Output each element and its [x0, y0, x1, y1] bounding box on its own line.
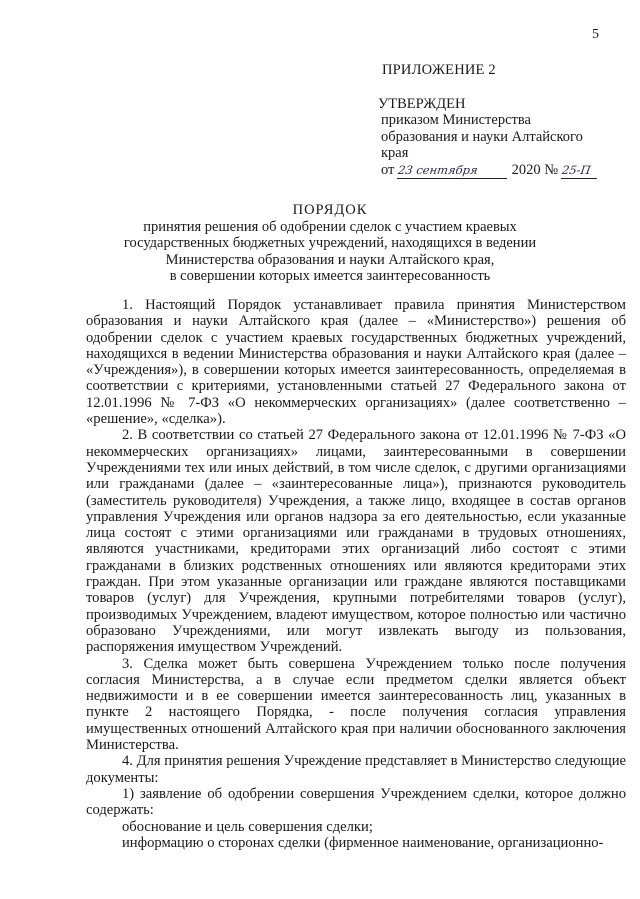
date-prefix: от [381, 161, 395, 178]
appendix-label: ПРИЛОЖЕНИЕ 2 [382, 62, 496, 78]
approval-date-line [378, 162, 628, 179]
title-main: ПОРЯДОК [292, 202, 368, 218]
paragraph-4-1-a: обоснование и цель совершения сделки; [122, 818, 373, 835]
handwritten-number: 25-П [561, 162, 599, 179]
paragraph-4: 4. Для принятия решения Учреждение представляет в Министерство следующие документы: [86, 753, 626, 786]
title-sub-line: государственных бюджетных учреждений, находящихся в ведении [123, 235, 537, 251]
title-sub-line: принятия решения об одобрении сделок с участием краевых [143, 218, 517, 235]
approval-line-2: образования и науки Алтайского [381, 128, 583, 145]
paragraph-4-1-b: информацию о сторонах сделки (фирменное наименование, организационно- [122, 834, 604, 851]
page-number: 5 [592, 27, 599, 42]
paragraph-2: 2. В соответствии со статьей 27 Федерального закона от 12.01.1996 № 7-ФЗ «О некоммерческих организациях» лицами, заинтересованными в совершении Учреждениями тех или иных действий, в том числе сделок, с другими организациями или гражданами (далее – «заинтересованные лица»), признаются руководитель (заместитель руководителя) Учреждения, а также лицо, входящее в состав органов управления Учреждения или органов надзора за его деятельностью, если указанные лица состоят с этими организациями или гражданами в трудовых отношениях, являются участниками, кредиторами этих организаций либо состоят с этими гражданами в близких родственных отношениях или являются кредиторами этих граждан. При этом указанные организации или граждане являются поставщиками товаров (услуг) для Учреждения, крупными потребителями товаров (услуг), производимых Учреждением, владеют имуществом, которое полностью или частично образовано Учреждениями, или могут извлекать выгоду из пользования, распоряжения имуществом Учреждений. [86, 427, 626, 656]
paragraph-1: 1. Настоящий Порядок устанавливает правила принятия Министерством образования и науки Алтайского края (далее – «Министерство») решения об одобрении сделок с участием краевых государственных бюджетных учреждений, находящихся в ведении Министерства образования и науки Алтайского края (далее – «Учреждения»), в совершении которых имеется заинтересованность, определяемая в соответствии с критериями, установленными статьей 27 Федерального закона от 12.01.1996 № 7-ФЗ «О некоммерческих организациях» (далее соответственно – «решение», «сделка»). [86, 297, 626, 428]
year-number-label: 2020 № [511, 161, 559, 178]
document-title [80, 202, 580, 285]
approval-line-3: края [381, 145, 409, 162]
approval-line-1: приказом Министерства [381, 112, 531, 129]
document-body [86, 297, 626, 851]
handwritten-date: 23 сентября [397, 162, 509, 179]
title-sub-line: Министерства образования и науки Алтайского края, [165, 251, 495, 268]
paragraph-3: 3. Сделка может быть совершена Учреждением только после получения согласия Министерства, а в случае если предметом сделки является объект недвижимости и в ее совершении имеется заинтересованность лиц, указанных в пункте 2 настоящего Порядка, - после получения согласия управления имущественных отношений Алтайского края при наличии обоснованного заключения Министерства. [86, 655, 626, 754]
title-sub-line: в совершении которых имеется заинтересованность [169, 268, 491, 284]
paragraph-4-1: 1) заявление об одобрении совершения Учреждением сделки, которое должно содержать: [86, 785, 626, 819]
approval-title: УТВЕРЖДЕН [378, 96, 466, 112]
approval-block [378, 96, 628, 179]
